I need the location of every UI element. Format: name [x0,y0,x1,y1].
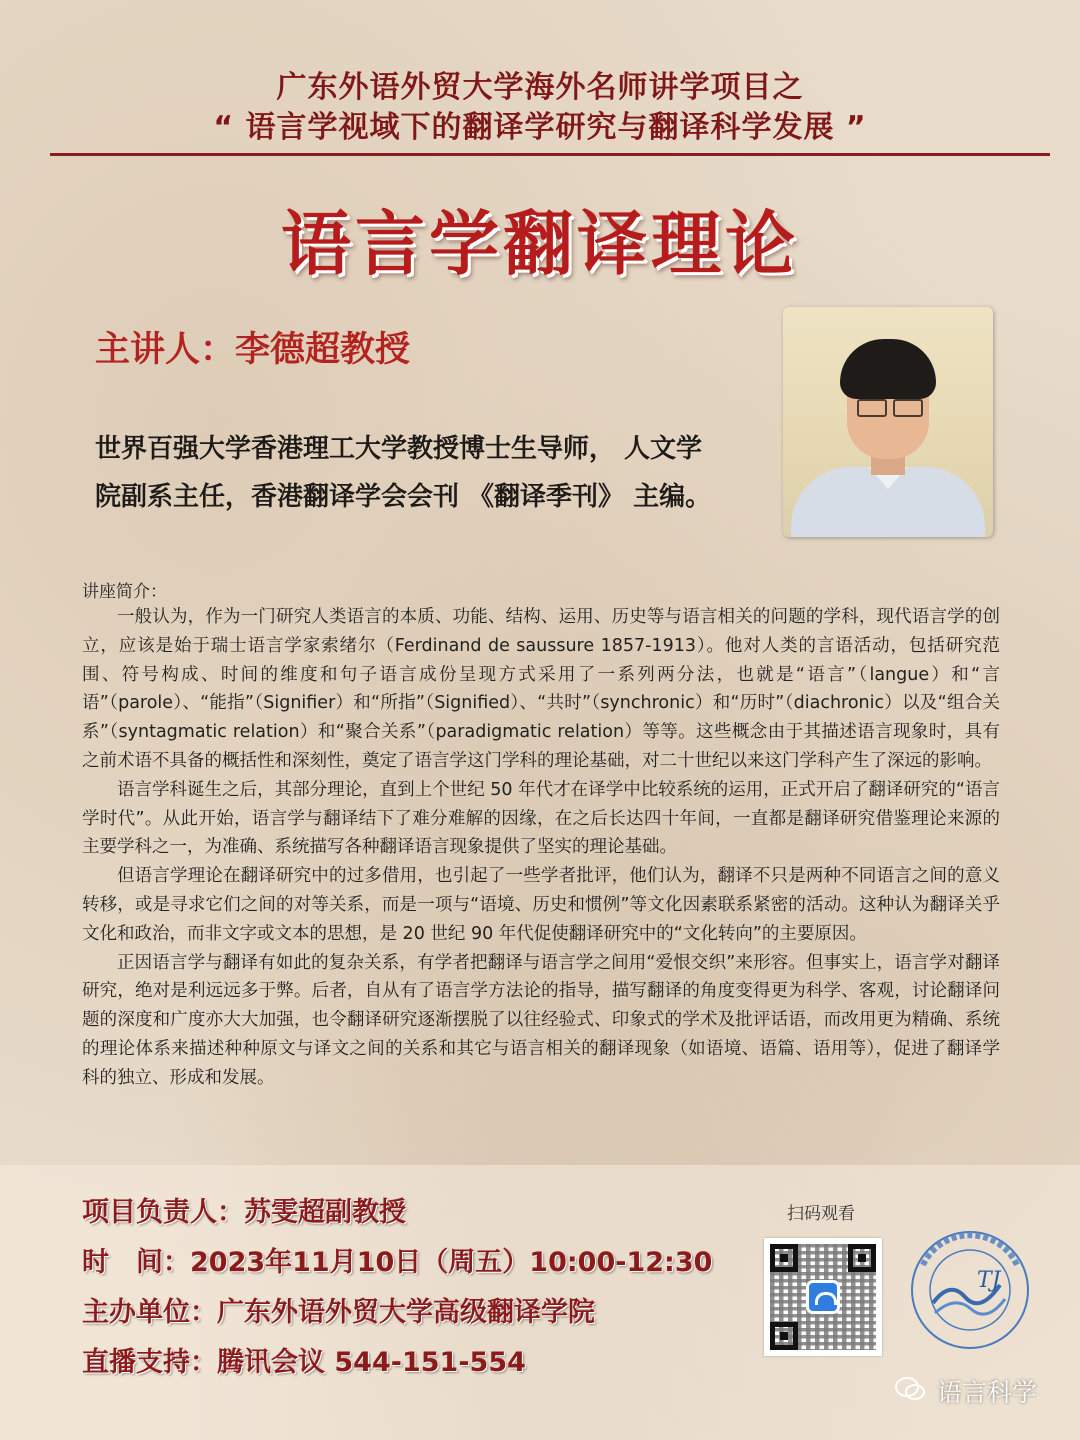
project-lead: 项目负责人：苏雯超副教授 [82,1197,406,1228]
intro-paragraph: 但语言学理论在翻译研究中的过多借用，也引起了一些学者批评，他们认为，翻译不只是两种不同语言之间的意义转移，或是寻求它们之间的对等关系，而是一项与“语境、历史和惯例”等文化因素联系紧密的活动。这种认为翻译关乎文化和政治，而非文字或文本的思想，是 20 世纪 90 年代促使翻译研究中的“文化转向”的主要原因。 [82,866,1000,944]
header-line-1: 广东外语外贸大学海外名师讲学项目之 [276,70,804,105]
bio-line-1: 世界百强大学香港理工大学教授博士生导师， 人文学 [95,434,703,464]
speaker-name: 主讲人：李德超教授 [95,330,411,370]
stream-info: 直播支持：腾讯会议 544-151-554 [82,1347,526,1378]
event-time: 时 间：2023年11月10日（周五）10:00-12:30 [82,1247,713,1278]
speaker-photo [783,307,993,537]
svg-text:TJ: TJ [977,1268,1001,1293]
tencent-meeting-icon [806,1280,840,1314]
watermark-text: 语言科学 [937,1378,1038,1407]
qr-code[interactable] [764,1238,882,1356]
bio-line-2: 院副系主任，香港翻译学会会刊 《翻译季刊》 主编。 [95,482,712,512]
watermark [895,1373,1037,1409]
intro-paragraph: 语言学科诞生之后，其部分理论，直到上个世纪 50 年代才在译学中比较系统的运用，正式开启了翻译研究的“语言学时代”。从此开始，语言学与翻译结下了难分难解的因缘，在之后长达四十年间，一直都是翻译研究借鉴理论来源的主要学科之一，为准确、系统描写各种翻译语言现象提供了坚实的理论基础。 [82,779,1000,858]
organizer: 主办单位：广东外语外贸大学高级翻译学院 [82,1297,595,1328]
intro-body [82,603,1000,1093]
intro-label: 讲座简介： [82,582,167,602]
header-divider [50,153,1050,156]
intro-paragraph: 一般认为，作为一门研究人类语言的本质、功能、结构、运用、历史等与语言相关的问题的学科，现代语言学的创立，应该是始于瑞士语言学家索绪尔（Ferdinand de saussure 1857-1913）。他对人类的言语活动，包括研究范围、符号构成、时间的维度和句子语言成份呈现方式采用了一系列两分法，也就是“语言”（langue）和“言语”（parole）、“能指”（Signifier）和“所指”（Signified）、“共时”（synchronic）和“历时”（diachronic）以及“组合关系”（syntagmatic relation）和“聚合关系”（paradigmatic relation）等等。这些概念由于其描述语言现象时，具有之前术语不具备的概括性和深刻性，奠定了语言学这门学科的理论基础，对二十世纪以来这门学科产生了深远的影响。 [82,607,1000,771]
main-title: 语言学翻译理论 [281,202,799,285]
speaker-bio [95,425,785,521]
qr-label: 扫码观看 [787,1204,855,1224]
header-line-2: “ 语言学视域下的翻译学研究与翻译科学发展 ” [213,110,867,145]
intro-paragraph: 正因语言学与翻译有如此的复杂关系，有学者把翻译与语言学之间用“爱恨交织”来形容。但事实上，语言学对翻译研究，绝对是利远远多于弊。后者，自从有了语言学方法论的指导，描写翻译的角度变得更为科学、客观，讨论翻译问题的深度和广度亦大大加强，也令翻译研究逐渐摆脱了以往经验式、印象式的学术及批评话语，而改用更为精确、系统的理论体系来描述种种原文与译文之间的关系和其它与语言相关的翻译现象（如语境、语篇、语用等），促进了翻译学科的独立、形成和发展。 [82,952,1000,1088]
school-seal-logo [905,1225,1035,1355]
